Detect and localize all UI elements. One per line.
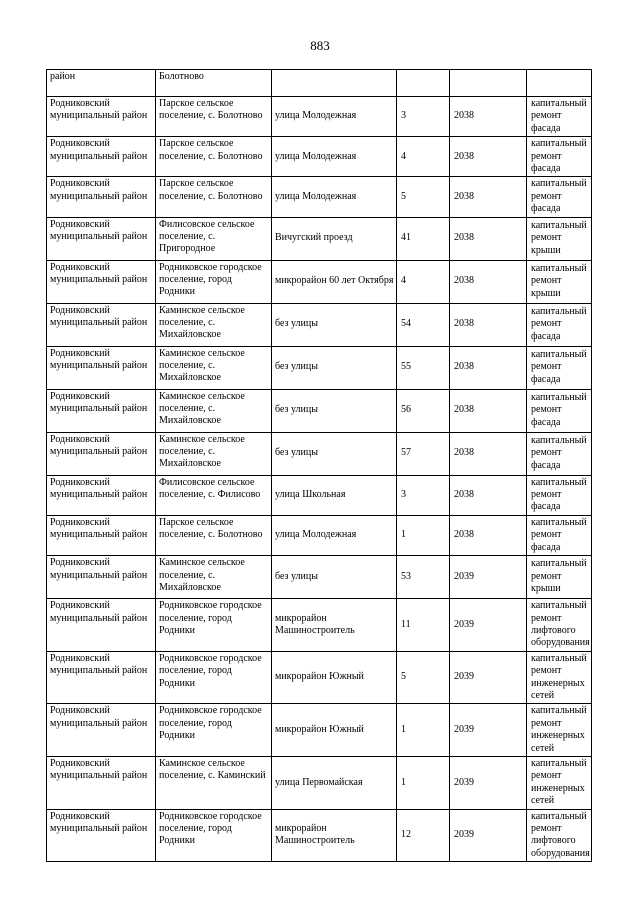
- table-row: [47, 303, 592, 346]
- house-number-cell: [397, 70, 450, 97]
- street-cell: улица Молодежная: [272, 177, 397, 217]
- district-cell: Родниковский муниципальный район: [47, 809, 156, 862]
- district-cell: Родниковский муниципальный район: [47, 556, 156, 599]
- table-row: [47, 651, 592, 704]
- year-cell: 2038: [450, 177, 527, 217]
- year-cell: 2038: [450, 217, 527, 260]
- street-cell: микрорайон Машиностроитель: [272, 599, 397, 652]
- district-cell: Родниковский муниципальный район: [47, 260, 156, 303]
- table-row: [47, 177, 592, 217]
- house-number-cell: 4: [397, 260, 450, 303]
- house-number-cell: 56: [397, 389, 450, 432]
- house-number-cell: 3: [397, 97, 450, 137]
- house-number-cell: 5: [397, 651, 450, 704]
- street-cell: улица Школьная: [272, 475, 397, 515]
- district-cell: Родниковский муниципальный район: [47, 137, 156, 177]
- year-cell: 2039: [450, 756, 527, 809]
- street-cell: микрорайон Южный: [272, 704, 397, 757]
- work-type-cell: капитальный ремонт фасада: [527, 137, 592, 177]
- house-number-cell: 1: [397, 704, 450, 757]
- district-cell: Родниковский муниципальный район: [47, 346, 156, 389]
- street-cell: без улицы: [272, 556, 397, 599]
- house-number-cell: 41: [397, 217, 450, 260]
- work-type-cell: капитальный ремонт лифтового оборудования: [527, 599, 592, 652]
- house-number-cell: 55: [397, 346, 450, 389]
- table-row: [47, 515, 592, 555]
- table-row: [47, 97, 592, 137]
- street-cell: [272, 70, 397, 97]
- settlement-cell: Болотново: [156, 70, 272, 97]
- house-number-cell: 5: [397, 177, 450, 217]
- work-type-cell: [527, 70, 592, 97]
- settlement-cell: Родниковское городское поселение, город Родники: [156, 651, 272, 704]
- work-type-cell: капитальный ремонт фасада: [527, 515, 592, 555]
- settlement-cell: Филисовское сельское поселение, с. Пригородное: [156, 217, 272, 260]
- district-cell: Родниковский муниципальный район: [47, 599, 156, 652]
- table-row: [47, 217, 592, 260]
- settlement-cell: Каминское сельское поселение, с. Михайловское: [156, 432, 272, 475]
- year-cell: 2038: [450, 515, 527, 555]
- district-cell: Родниковский муниципальный район: [47, 97, 156, 137]
- housing-repair-table: [46, 69, 592, 862]
- year-cell: [450, 70, 527, 97]
- settlement-cell: Родниковское городское поселение, город Родники: [156, 809, 272, 862]
- house-number-cell: 1: [397, 515, 450, 555]
- street-cell: улица Молодежная: [272, 97, 397, 137]
- year-cell: 2038: [450, 432, 527, 475]
- work-type-cell: капитальный ремонт инженерных сетей: [527, 756, 592, 809]
- year-cell: 2038: [450, 346, 527, 389]
- district-cell: Родниковский муниципальный район: [47, 217, 156, 260]
- year-cell: 2038: [450, 97, 527, 137]
- house-number-cell: 12: [397, 809, 450, 862]
- street-cell: микрорайон 60 лет Октября: [272, 260, 397, 303]
- district-cell: Родниковский муниципальный район: [47, 515, 156, 555]
- work-type-cell: капитальный ремонт фасада: [527, 97, 592, 137]
- house-number-cell: 57: [397, 432, 450, 475]
- street-cell: улица Молодежная: [272, 137, 397, 177]
- page-number: 883: [310, 38, 330, 53]
- settlement-cell: Парское сельское поселение, с. Болотново: [156, 97, 272, 137]
- year-cell: 2038: [450, 260, 527, 303]
- district-cell: Родниковский муниципальный район: [47, 177, 156, 217]
- table-row: [47, 432, 592, 475]
- street-cell: улица Первомайская: [272, 756, 397, 809]
- street-cell: без улицы: [272, 303, 397, 346]
- year-cell: 2038: [450, 475, 527, 515]
- settlement-cell: Каминское сельское поселение, с. Михайловское: [156, 303, 272, 346]
- table-row: [47, 809, 592, 862]
- work-type-cell: капитальный ремонт крыши: [527, 556, 592, 599]
- work-type-cell: капитальный ремонт фасада: [527, 303, 592, 346]
- street-cell: без улицы: [272, 346, 397, 389]
- district-cell: Родниковский муниципальный район: [47, 651, 156, 704]
- settlement-cell: Каминское сельское поселение, с. Михайловское: [156, 346, 272, 389]
- table-row: [47, 756, 592, 809]
- district-cell: район: [47, 70, 156, 97]
- table-body: [47, 70, 592, 862]
- year-cell: 2038: [450, 389, 527, 432]
- street-cell: Вичугский проезд: [272, 217, 397, 260]
- district-cell: Родниковский муниципальный район: [47, 432, 156, 475]
- work-type-cell: капитальный ремонт фасада: [527, 177, 592, 217]
- settlement-cell: Парское сельское поселение, с. Болотново: [156, 515, 272, 555]
- district-cell: Родниковский муниципальный район: [47, 704, 156, 757]
- year-cell: 2039: [450, 599, 527, 652]
- work-type-cell: капитальный ремонт крыши: [527, 217, 592, 260]
- work-type-cell: капитальный ремонт инженерных сетей: [527, 651, 592, 704]
- settlement-cell: Родниковское городское поселение, город Родники: [156, 599, 272, 652]
- work-type-cell: капитальный ремонт крыши: [527, 260, 592, 303]
- house-number-cell: 53: [397, 556, 450, 599]
- table-row: [47, 556, 592, 599]
- table-row: [47, 475, 592, 515]
- work-type-cell: капитальный ремонт фасада: [527, 475, 592, 515]
- year-cell: 2038: [450, 137, 527, 177]
- work-type-cell: капитальный ремонт фасада: [527, 389, 592, 432]
- settlement-cell: Каминское сельское поселение, с. Каминский: [156, 756, 272, 809]
- district-cell: Родниковский муниципальный район: [47, 303, 156, 346]
- table-row: [47, 599, 592, 652]
- settlement-cell: Каминское сельское поселение, с. Михайловское: [156, 556, 272, 599]
- work-type-cell: капитальный ремонт фасада: [527, 346, 592, 389]
- settlement-cell: Парское сельское поселение, с. Болотново: [156, 137, 272, 177]
- settlement-cell: Родниковское городское поселение, город Родники: [156, 260, 272, 303]
- settlement-cell: Каминское сельское поселение, с. Михайловское: [156, 389, 272, 432]
- year-cell: 2038: [450, 303, 527, 346]
- district-cell: Родниковский муниципальный район: [47, 475, 156, 515]
- house-number-cell: 11: [397, 599, 450, 652]
- table-row: [47, 137, 592, 177]
- settlement-cell: Родниковское городское поселение, город Родники: [156, 704, 272, 757]
- house-number-cell: 4: [397, 137, 450, 177]
- house-number-cell: 54: [397, 303, 450, 346]
- table-row: [47, 70, 592, 97]
- table-row: [47, 704, 592, 757]
- settlement-cell: Парское сельское поселение, с. Болотново: [156, 177, 272, 217]
- year-cell: 2039: [450, 556, 527, 599]
- street-cell: микрорайон Машиностроитель: [272, 809, 397, 862]
- street-cell: без улицы: [272, 389, 397, 432]
- work-type-cell: капитальный ремонт лифтового оборудования: [527, 809, 592, 862]
- house-number-cell: 3: [397, 475, 450, 515]
- work-type-cell: капитальный ремонт инженерных сетей: [527, 704, 592, 757]
- table-row: [47, 346, 592, 389]
- work-type-cell: капитальный ремонт фасада: [527, 432, 592, 475]
- year-cell: 2039: [450, 704, 527, 757]
- street-cell: улица Молодежная: [272, 515, 397, 555]
- table-row: [47, 260, 592, 303]
- year-cell: 2039: [450, 651, 527, 704]
- house-number-cell: 1: [397, 756, 450, 809]
- district-cell: Родниковский муниципальный район: [47, 756, 156, 809]
- district-cell: Родниковский муниципальный район: [47, 389, 156, 432]
- street-cell: без улицы: [272, 432, 397, 475]
- street-cell: микрорайон Южный: [272, 651, 397, 704]
- year-cell: 2039: [450, 809, 527, 862]
- table-row: [47, 389, 592, 432]
- settlement-cell: Филисовское сельское поселение, с. Филисово: [156, 475, 272, 515]
